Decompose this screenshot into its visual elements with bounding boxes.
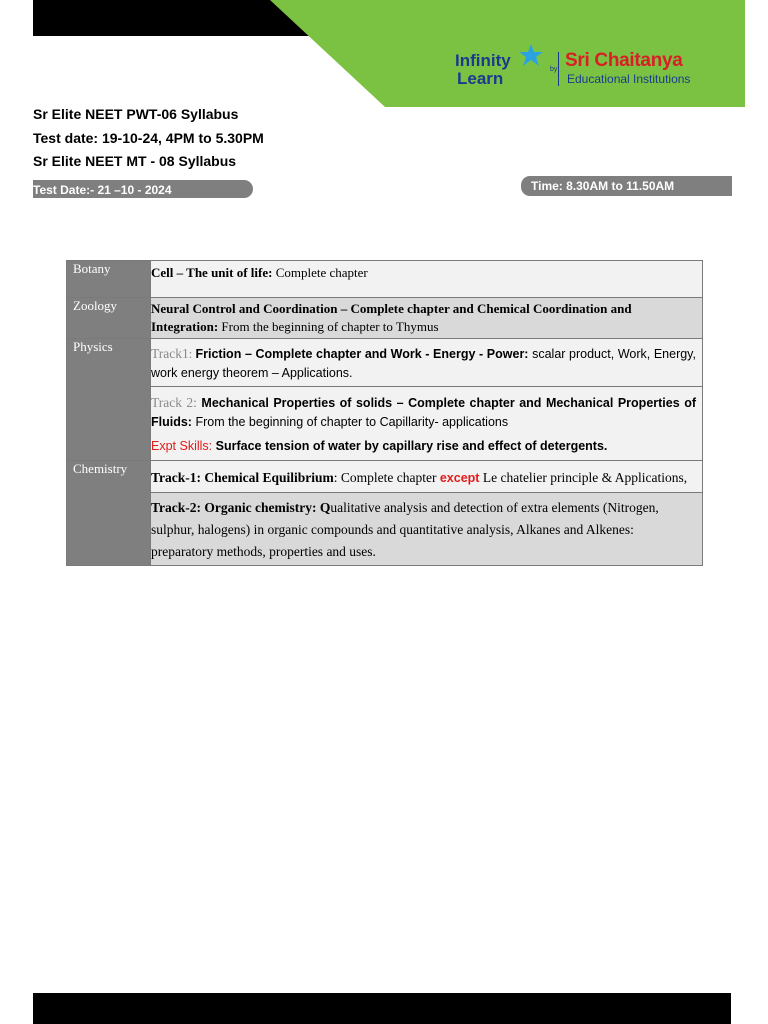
header-line-2: Test date: 19-10-24, 4PM to 5.30PM xyxy=(33,129,264,146)
physics-track2-label: Track 2: xyxy=(151,395,197,410)
content-zoology xyxy=(151,298,703,339)
table-row-chemistry-2 xyxy=(67,493,703,566)
botany-rest: Complete chapter xyxy=(272,265,368,280)
logo-learn-text: Learn xyxy=(457,69,504,88)
physics-track1-rest: scalar product, Work, Energy, work energy theorem – Applications. xyxy=(151,347,696,380)
table-row-physics-1 xyxy=(67,339,703,387)
subject-physics: Physics xyxy=(67,339,151,461)
physics-track1-colon: : xyxy=(188,347,196,361)
chemistry-track1-rest: Le chatelier principle & Applications, xyxy=(479,470,688,485)
physics-expt-label: Expt Skills: xyxy=(151,439,213,453)
zoology-rest: From the beginning of chapter to Thymus xyxy=(218,319,439,334)
logo-infinity-text: Infinity xyxy=(455,51,511,70)
time-pill: Time: 8.30AM to 11.50AM xyxy=(521,176,732,196)
content-chemistry-track2 xyxy=(151,493,703,566)
header-lines xyxy=(33,103,264,174)
subject-botany: Botany xyxy=(67,261,151,298)
physics-track1-label: Track1 xyxy=(151,346,189,361)
logo-divider xyxy=(558,52,559,86)
table-row-zoology xyxy=(67,298,703,339)
zoology-title: Neural Control and Coordination – Complete chapter and Chemical Coordination and Integration: xyxy=(151,301,632,334)
chemistry-track1-bold: Track-1: Chemical Equilibrium xyxy=(151,470,334,485)
header-line-1: Sr Elite NEET PWT-06 Syllabus xyxy=(33,106,239,122)
content-botany xyxy=(151,261,703,298)
footer-black-bar xyxy=(33,993,731,1024)
test-date-pill: Test Date:- 21 –10 - 2024 xyxy=(33,180,253,198)
subject-zoology: Zoology xyxy=(67,298,151,339)
logo-brand-text: Sri Chaitanya xyxy=(565,50,683,71)
chemistry-track2-bold: Track-2: Organic chemistry: Q xyxy=(151,500,331,515)
subject-chemistry: Chemistry xyxy=(67,461,151,566)
chemistry-track1-mid: : Complete chapter xyxy=(333,470,440,485)
physics-track2-bold: Mechanical Properties of solids – Complete chapter and Mechanical Properties of Fluids: xyxy=(151,396,696,429)
logo-by-text: by xyxy=(550,66,558,73)
content-physics-track2 xyxy=(151,387,703,461)
physics-track2-rest: From the beginning of chapter to Capillarity- applications xyxy=(191,415,509,429)
chemistry-track2-rest: ualitative analysis and detection of extra elements (Nitrogen, sulphur, halogens) in organic compounds and quantitative analysis, Alkanes and Alkenes: preparatory methods, properties and uses. xyxy=(151,500,659,559)
syllabus-table xyxy=(66,260,703,566)
content-physics-track1 xyxy=(151,339,703,387)
table-row-physics-2 xyxy=(67,387,703,461)
logo-star-icon xyxy=(517,42,545,68)
table-row-chemistry-1 xyxy=(67,461,703,493)
table-row-botany xyxy=(67,261,703,298)
logo xyxy=(455,42,715,92)
physics-track1-bold: Friction – Complete chapter and Work - Energy - Power: xyxy=(195,347,529,361)
header-line-3: Sr Elite NEET MT - 08 Syllabus xyxy=(33,153,237,169)
content-chemistry-track1 xyxy=(151,461,703,493)
chemistry-track1-except: except xyxy=(439,471,480,485)
physics-expt-text: Surface tension of water by capillary rise and effect of detergents. xyxy=(212,439,608,453)
botany-title: Cell – The unit of life: xyxy=(151,265,273,280)
logo-subtitle-text: Educational Institutions xyxy=(567,72,691,86)
